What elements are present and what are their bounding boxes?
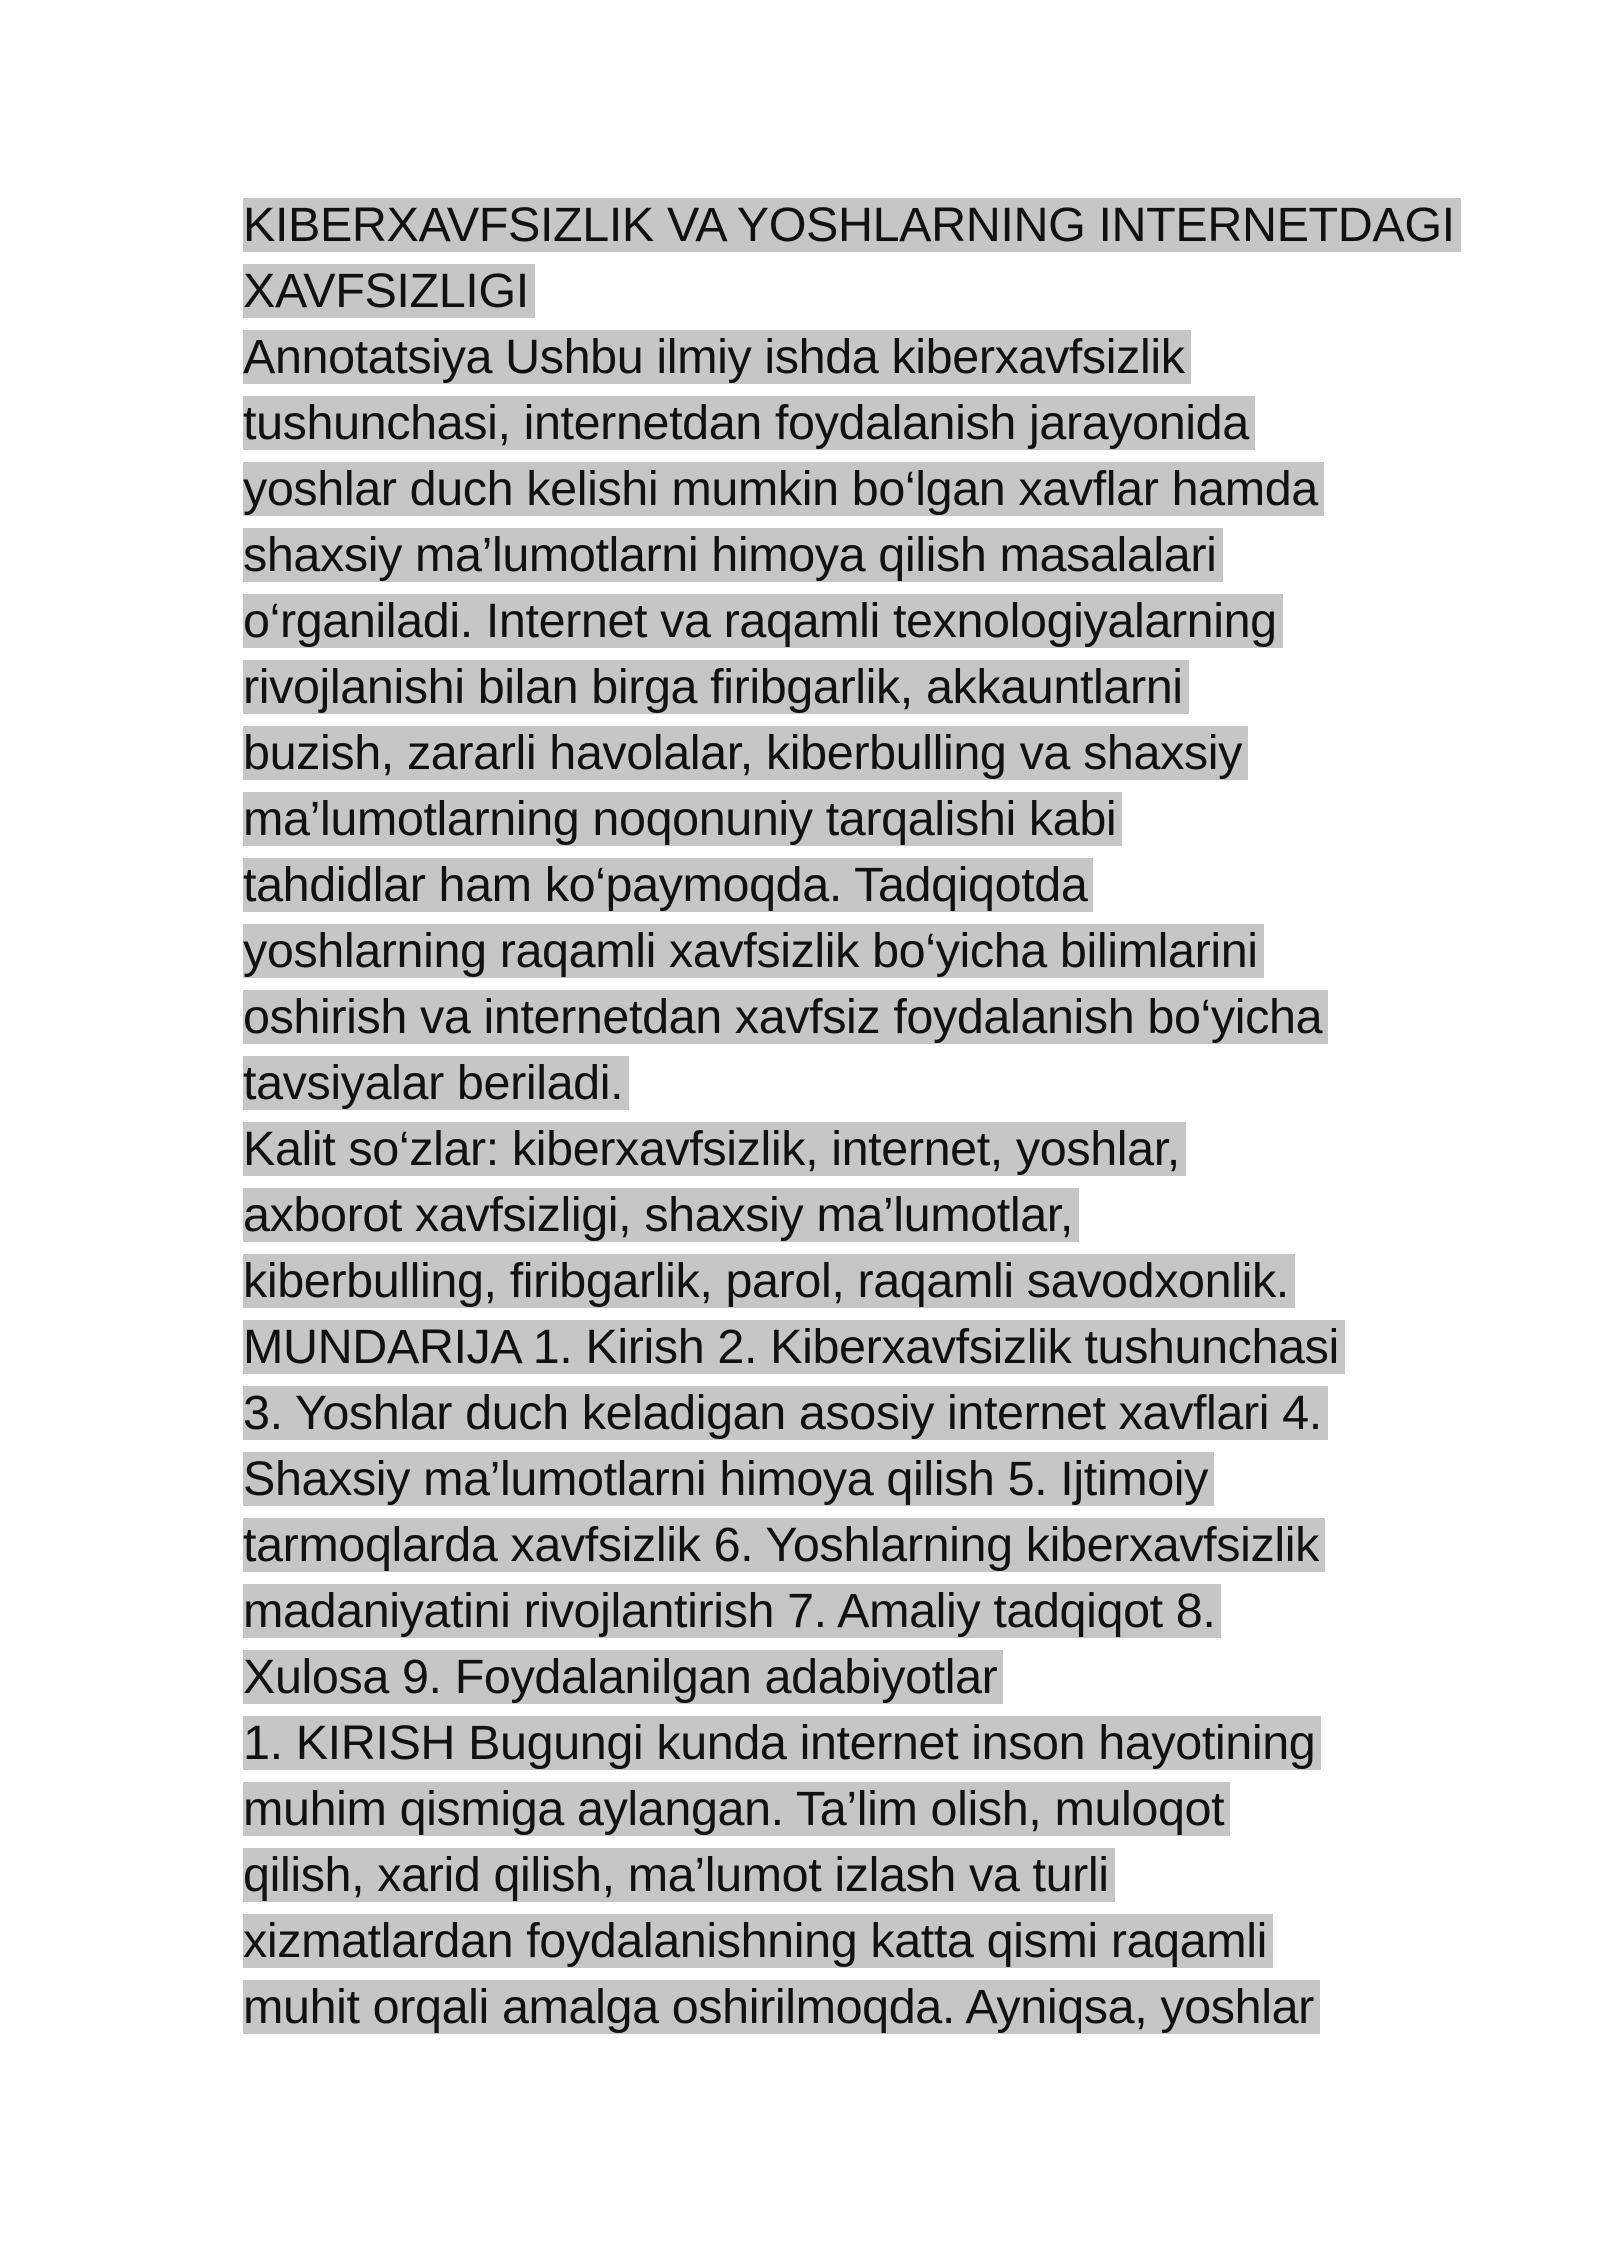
line-text: KIBERXAVFSIZLIK VA YOSHLARNING INTERNETDAGI bbox=[243, 198, 1461, 252]
text-line bbox=[243, 918, 1373, 984]
line-text: yoshlar duch kelishi mumkin bo‘lgan xavflar hamda bbox=[243, 462, 1324, 516]
text-line bbox=[243, 1974, 1373, 2040]
line-text: Xulosa 9. Foydalanilgan adabiyotlar bbox=[243, 1650, 1003, 1704]
text-line bbox=[243, 1116, 1373, 1182]
text-line bbox=[243, 1644, 1373, 1710]
text-line bbox=[243, 522, 1373, 588]
text-line bbox=[243, 720, 1373, 786]
text-line bbox=[243, 1248, 1373, 1314]
line-text: Annotatsiya Ushbu ilmiy ishda kiberxavfsizlik bbox=[243, 330, 1191, 384]
line-text: 1. KIRISH Bugungi kunda internet inson hayotining bbox=[243, 1716, 1321, 1770]
text-line bbox=[243, 1908, 1373, 1974]
text-line bbox=[243, 786, 1373, 852]
line-text: tarmoqlarda xavfsizlik 6. Yoshlarning kiberxavfsizlik bbox=[243, 1518, 1325, 1572]
line-text: oshirish va internetdan xavfsiz foydalanish bo‘yicha bbox=[243, 990, 1328, 1044]
text-line bbox=[243, 390, 1373, 456]
text-line bbox=[243, 1578, 1373, 1644]
line-text: rivojlanishi bilan birga firibgarlik, akkauntlarni bbox=[243, 660, 1189, 714]
line-text: axborot xavfsizligi, shaxsiy ma’lumotlar, bbox=[243, 1188, 1079, 1242]
text-line bbox=[243, 456, 1373, 522]
text-line bbox=[243, 1512, 1373, 1578]
text-line bbox=[243, 1776, 1373, 1842]
line-text: o‘rganiladi. Internet va raqamli texnologiyalarning bbox=[243, 594, 1283, 648]
line-text: tahdidlar ham ko‘paymoqda. Tadqiqotda bbox=[243, 858, 1093, 912]
text-line bbox=[243, 984, 1373, 1050]
line-text: shaxsiy ma’lumotlarni himoya qilish masalalari bbox=[243, 528, 1223, 582]
line-text: kiberbulling, firibgarlik, parol, raqamli savodxonlik. bbox=[243, 1254, 1295, 1308]
line-text: XAVFSIZLIGI bbox=[243, 264, 535, 318]
text-line bbox=[243, 1842, 1373, 1908]
line-text: qilish, xarid qilish, ma’lumot izlash va turli bbox=[243, 1848, 1115, 1902]
line-text: MUNDARIJA 1. Kirish 2. Kiberxavfsizlik tushunchasi bbox=[243, 1320, 1345, 1374]
line-text: buzish, zararli havolalar, kiberbulling va shaxsiy bbox=[243, 726, 1248, 780]
text-line bbox=[243, 1380, 1373, 1446]
text-line bbox=[243, 588, 1373, 654]
line-text: xizmatlardan foydalanishning katta qismi raqamli bbox=[243, 1914, 1273, 1968]
line-text: yoshlarning raqamli xavfsizlik bo‘yicha bilimlarini bbox=[243, 924, 1264, 978]
line-text: muhim qismiga aylangan. Ta’lim olish, muloqot bbox=[243, 1782, 1230, 1836]
text-line bbox=[243, 852, 1373, 918]
document-text bbox=[243, 192, 1455, 2040]
line-text: madaniyatini rivojlantirish 7. Amaliy tadqiqot 8. bbox=[243, 1584, 1221, 1638]
text-line bbox=[243, 1710, 1373, 1776]
line-text: 3. Yoshlar duch keladigan asosiy internet xavflari 4. bbox=[243, 1386, 1328, 1440]
line-text: muhit orqali amalga oshirilmoqda. Ayniqsa, yoshlar bbox=[243, 1980, 1320, 2034]
text-line bbox=[243, 1446, 1373, 1512]
line-text: Kalit so‘zlar: kiberxavfsizlik, internet, yoshlar, bbox=[243, 1122, 1186, 1176]
text-line bbox=[243, 192, 1455, 258]
line-text: tushunchasi, internetdan foydalanish jarayonida bbox=[243, 396, 1255, 450]
text-line bbox=[243, 654, 1373, 720]
line-text: Shaxsiy ma’lumotlarni himoya qilish 5. Ijtimoiy bbox=[243, 1452, 1214, 1506]
text-line bbox=[243, 1050, 1373, 1116]
text-line bbox=[243, 324, 1373, 390]
text-line bbox=[243, 258, 1373, 324]
text-line bbox=[243, 1314, 1373, 1380]
line-text: ma’lumotlarning noqonuniy tarqalishi kabi bbox=[243, 792, 1122, 846]
text-line bbox=[243, 1182, 1373, 1248]
line-text: tavsiyalar beriladi. bbox=[243, 1056, 629, 1110]
